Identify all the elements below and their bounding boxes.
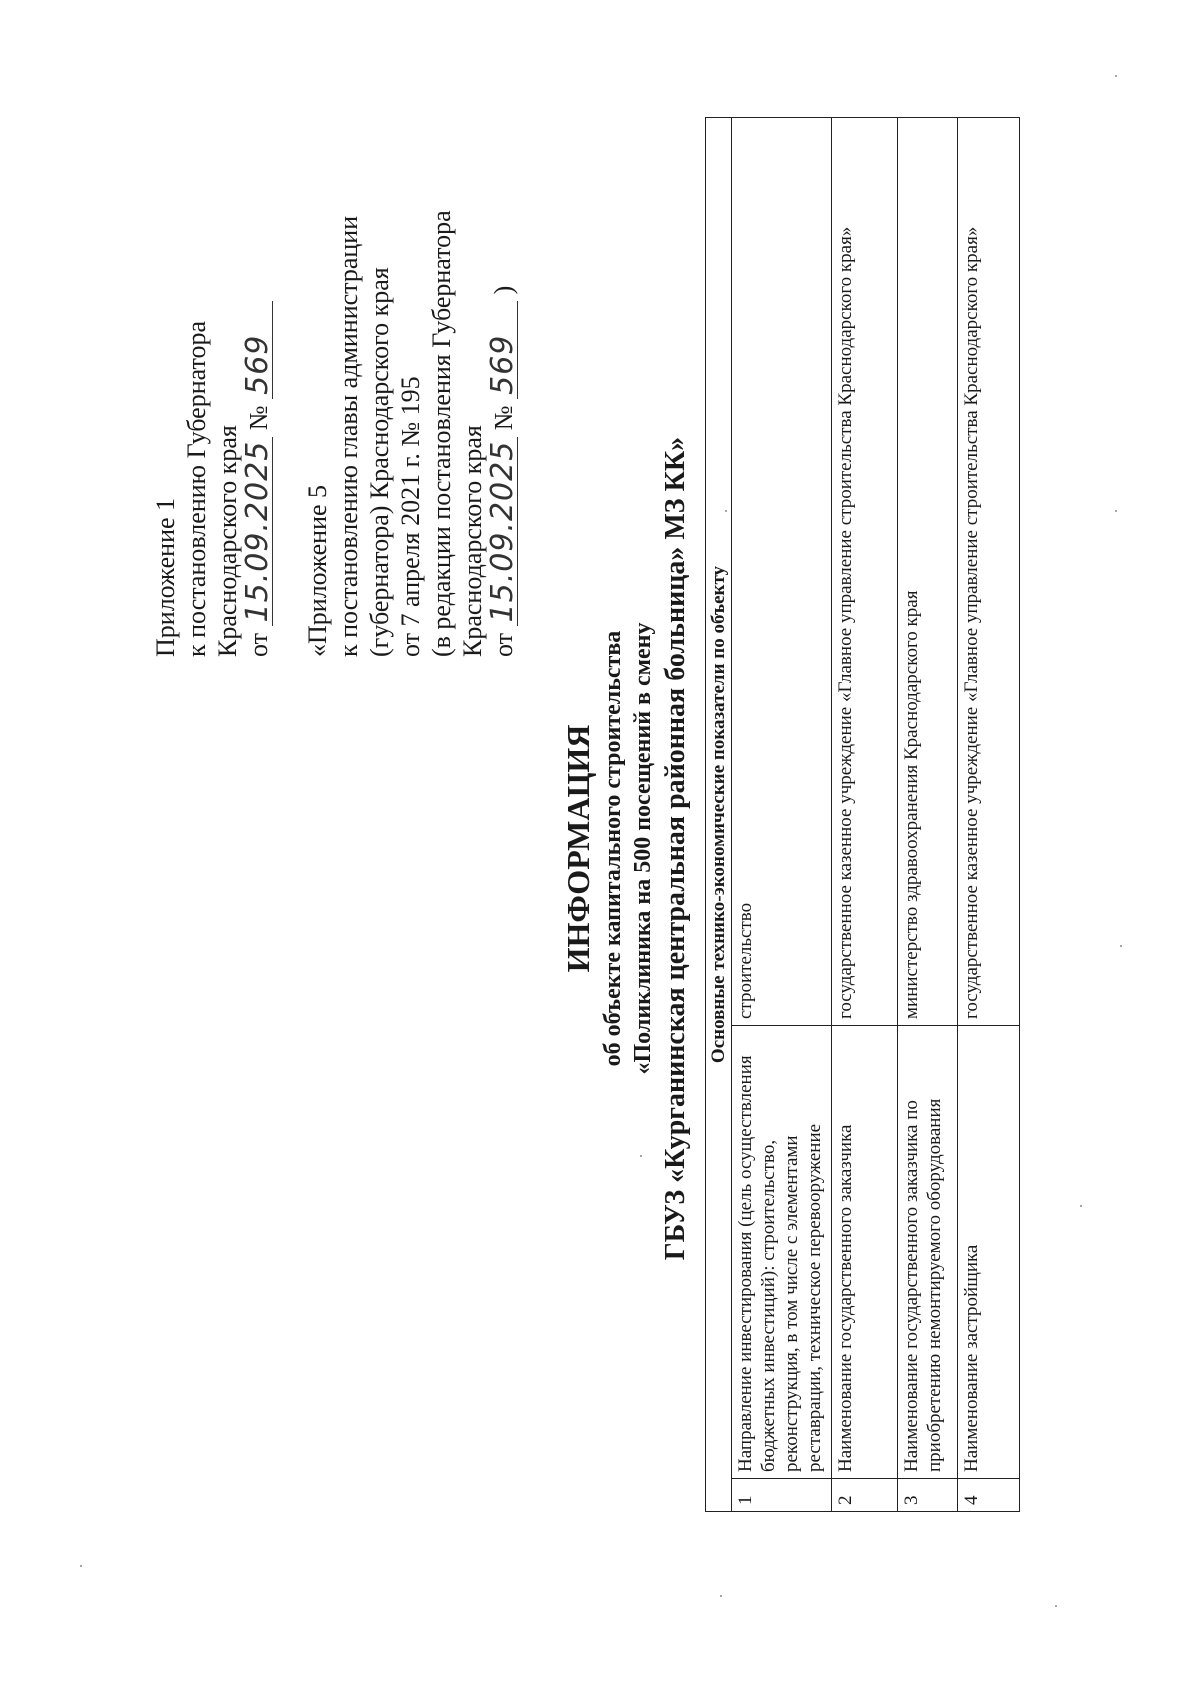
appendix1-number-sign: № xyxy=(244,405,273,431)
appendix5-handwritten-date: 15.09.2025 xyxy=(489,437,518,627)
appendix-block xyxy=(150,210,519,657)
appendix1-handwritten-date: 15.09.2025 xyxy=(244,437,273,627)
row-number: 3 xyxy=(898,1479,958,1512)
appendix1-line2: к постановлению Губернатора xyxy=(182,320,211,657)
document-subtitle-2: «Поликлиника на 500 посещений в смену xyxy=(630,622,656,1075)
row-indicator-name: Направление инвестирования (цель осуществления бюджетных инвестиций): строительство, реконструкция, в том числе с элементами реставрации, техническое перевооружение xyxy=(732,1026,832,1479)
document-title: ИНФОРМАЦИЯ xyxy=(560,724,596,973)
appendix5-line3: (губернатора) Краснодарского края xyxy=(365,267,394,657)
row-number: 1 xyxy=(732,1479,832,1512)
appendix5-close-paren: ) xyxy=(489,285,518,295)
table-header: Основные технико-экономические показатели по объекту xyxy=(706,118,732,1512)
appendix1-date-line xyxy=(240,210,275,657)
scan-speck xyxy=(80,1565,82,1567)
table-row xyxy=(732,118,832,1512)
row-indicator-name: Наименование государственного заказчика по приобретению немонтируемого оборудования xyxy=(898,1026,958,1479)
appendix5-ot-label: от xyxy=(489,632,518,657)
scan-speck xyxy=(1115,75,1117,77)
appendix1-handwritten-number: 569 xyxy=(244,301,273,399)
row-indicator-name: Наименование государственного заказчика xyxy=(832,1026,898,1479)
scan-speck xyxy=(720,1595,722,1597)
appendix5-date-line xyxy=(485,210,520,657)
table-row xyxy=(958,118,1020,1512)
document-subtitle-3: ГБУЗ «Курганинская центральная районная больница» МЗ КК» xyxy=(660,436,691,1261)
table-row xyxy=(832,118,898,1512)
appendix5-line6: Краснодарского края xyxy=(458,425,487,657)
row-number: 4 xyxy=(958,1479,1020,1512)
row-indicator-value: государственное казенное учреждение «Главное управление строительства Краснодарского края» xyxy=(958,118,1020,1026)
row-indicator-value: строительство xyxy=(732,118,832,1026)
row-indicator-value: государственное казенное учреждение «Главное управление строительства Краснодарского края» xyxy=(832,118,898,1026)
appendix1-ot-label: от xyxy=(244,632,273,657)
scan-speck xyxy=(640,1155,642,1157)
appendix5-handwritten-number: 569 xyxy=(489,301,518,399)
scan-speck xyxy=(1055,1605,1057,1607)
appendix5-line1: «Приложение 5 xyxy=(303,484,332,657)
scan-speck xyxy=(725,510,727,512)
appendix5-number-sign: № xyxy=(489,405,518,431)
scan-speck xyxy=(1080,1205,1082,1207)
table-header-row xyxy=(706,118,732,1512)
appendix5-line4: от 7 апреля 2021 г. № 195 xyxy=(396,376,425,657)
row-indicator-name: Наименование застройщика xyxy=(958,1026,1020,1479)
row-number: 2 xyxy=(832,1479,898,1512)
indicators-table xyxy=(705,117,1020,1512)
appendix5-line5: (в редакции постановления Губернатора xyxy=(427,210,456,657)
appendix1-line3: Краснодарского края xyxy=(213,425,242,657)
row-indicator-value: министерство здравоохранения Краснодарского края xyxy=(898,118,958,1026)
document-subtitle-1: об объекте капитального строительства xyxy=(600,630,626,1067)
scan-speck xyxy=(1120,945,1122,947)
appendix1-line1: Приложение 1 xyxy=(151,497,180,657)
table-row xyxy=(898,118,958,1512)
appendix5-line2: к постановлению главы администрации xyxy=(334,215,363,657)
scan-speck xyxy=(1115,510,1117,512)
